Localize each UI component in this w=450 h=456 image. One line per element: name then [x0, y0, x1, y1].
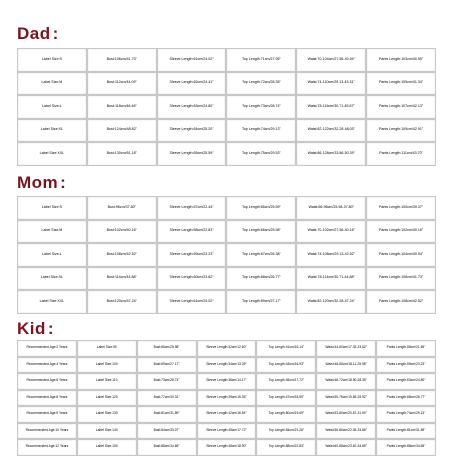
- mom-sleeve-length-cell: Sleeve Length:61cm/24.02": [157, 290, 227, 314]
- dad-top-length-cell: Top Length:75cm/29.53": [226, 142, 296, 166]
- dad-waist-cell: Waist:78-116cm/30.71-45.67": [296, 95, 366, 119]
- kid-pants-length-cell: Pants Length:63cm/24.80": [376, 373, 436, 390]
- kid-label-size-cell: Label Size:120: [77, 390, 137, 407]
- kid-label-size-cell: Label Size:90: [77, 340, 137, 357]
- table-row: [17, 243, 436, 267]
- dad-bust-cell: Bust:118cm/46.46": [87, 95, 157, 119]
- kid-bust-cell: Bust:84cm/33.07": [137, 423, 197, 440]
- mom-pants-length-cell: Pants Length:100cm/39.37": [366, 196, 436, 220]
- kid-pants-length-cell: Pants Length:68cm/26.77": [376, 390, 436, 407]
- mom-bust-cell: Bust:108cm/42.52": [87, 243, 157, 267]
- dad-bust-cell: Bust:130cm/51.18": [87, 142, 157, 166]
- table-row: [17, 357, 436, 374]
- dad-section-title: Dad :: [17, 24, 59, 43]
- mom-pants-length-cell: Pants Length:104cm/40.94": [366, 243, 436, 267]
- kid-waist-cell: Waist:44-60cm/17.32-23.62": [316, 340, 376, 357]
- dad-label-size-cell: Label Size:M: [17, 72, 87, 96]
- dad-pants-length-cell: Pants Length:111cm/43.70": [366, 142, 436, 166]
- dad-pants-length-cell: Pants Length:107cm/42.13": [366, 95, 436, 119]
- kid-pants-length-cell: Pants Length:74cm/29.13": [376, 406, 436, 423]
- kid-sleeve-length-cell: Sleeve Length:45cm/17.72": [197, 423, 257, 440]
- mom-waist-cell: Waist:74-108cm/29.13-42.52": [296, 243, 366, 267]
- kid-label-size-cell: Label Size:150: [77, 439, 137, 456]
- mom-top-length-cell: Top Length:67cm/26.38": [226, 243, 296, 267]
- dad-sleeve-length-cell: Sleeve Length:61cm/24.02": [157, 48, 227, 72]
- kid-waist-cell: Waist:48-72cm/18.90-28.35": [316, 373, 376, 390]
- kid-waist-cell: Waist:50-76cm/19.69-29.92": [316, 390, 376, 407]
- kid-bust-cell: Bust:88cm/34.65": [137, 439, 197, 456]
- mom-bust-cell: Bust:102cm/40.16": [87, 220, 157, 244]
- dad-pants-length-cell: Pants Length:109cm/42.91": [366, 119, 436, 143]
- kid-top-length-cell: Top Length:45cm/17.72": [256, 373, 316, 390]
- mom-bust-cell: Bust:114cm/44.88": [87, 267, 157, 291]
- table-row: [17, 119, 436, 143]
- mom-title-text: Mom: [17, 173, 59, 192]
- mom-pants-length-cell: Pants Length:108cm/42.52": [366, 290, 436, 314]
- mom-waist-cell: Waist:70-102cm/27.56-40.16": [296, 220, 366, 244]
- dad-title-text: Dad: [17, 24, 51, 43]
- dad-top-length-cell: Top Length:71cm/27.95": [226, 48, 296, 72]
- kid-pants-length-cell: Pants Length:55cm/21.65": [376, 340, 436, 357]
- dad-top-length-cell: Top Length:72cm/28.35": [226, 72, 296, 96]
- table-row: [17, 373, 436, 390]
- kid-label-size-cell: Label Size:110: [77, 373, 137, 390]
- table-row: [17, 95, 436, 119]
- kid-bust-cell: Bust:66cm/25.98": [137, 340, 197, 357]
- kid-recommended-age-cell: Recommended Age:9 Years: [17, 406, 77, 423]
- dad-bust-cell: Bust:112cm/44.09": [87, 72, 157, 96]
- kid-recommended-age-cell: Recommended Age:2 Years: [17, 340, 77, 357]
- table-row: [17, 390, 436, 407]
- kid-bust-cell: Bust:73cm/28.74": [137, 373, 197, 390]
- mom-top-length-cell: Top Length:68cm/26.77": [226, 267, 296, 291]
- kid-waist-cell: Waist:56-86cm/22.05-33.86": [316, 423, 376, 440]
- kid-waist-cell: Waist:53-80cm/20.87-31.50": [316, 406, 376, 423]
- dad-waist-cell: Waist:70-104cm/27.56-40.94": [296, 48, 366, 72]
- mom-section-title: Mom :: [17, 173, 67, 192]
- mom-label-size-cell: Label Size:S: [17, 196, 87, 220]
- dad-label-size-cell: Label Size:XL: [17, 119, 87, 143]
- dad-sleeve-length-cell: Sleeve Length:62cm/24.41": [157, 72, 227, 96]
- mom-bust-cell: Bust:96cm/37.80": [87, 196, 157, 220]
- mom-waist-cell: Waist:78-114cm/30.71-44.88": [296, 267, 366, 291]
- mom-bust-cell: Bust:120cm/47.24": [87, 290, 157, 314]
- mom-top-length-cell: Top Length:65cm/25.59": [226, 196, 296, 220]
- kid-top-length-cell: Top Length:41cm/16.14": [256, 340, 316, 357]
- table-row: [17, 220, 436, 244]
- mom-size-table: [17, 196, 436, 314]
- table-row: [17, 290, 436, 314]
- kid-sleeve-length-cell: Sleeve Length:42cm/16.54": [197, 406, 257, 423]
- kid-pants-length-cell: Pants Length:59cm/23.23": [376, 357, 436, 374]
- kid-top-length-cell: Top Length:43cm/16.93": [256, 357, 316, 374]
- kid-sleeve-length-cell: Sleeve Length:39cm/15.35": [197, 390, 257, 407]
- mom-label-size-cell: Label Size:XXL: [17, 290, 87, 314]
- kid-section-title: Kid :: [17, 319, 55, 338]
- dad-label-size-cell: Label Size:XXL: [17, 142, 87, 166]
- dad-sleeve-length-cell: Sleeve Length:65cm/25.59": [157, 142, 227, 166]
- dad-pants-length-cell: Pants Length:105cm/41.34": [366, 72, 436, 96]
- table-row: [17, 142, 436, 166]
- dad-bust-cell: Bust:124cm/48.82": [87, 119, 157, 143]
- table-row: [17, 406, 436, 423]
- dad-label-size-cell: Label Size:L: [17, 95, 87, 119]
- mom-sleeve-length-cell: Sleeve Length:60cm/23.62": [157, 267, 227, 291]
- mom-pants-length-cell: Pants Length:106cm/41.73": [366, 267, 436, 291]
- kid-top-length-cell: Top Length:58cm/22.83": [256, 439, 316, 456]
- dad-bust-cell: Bust:106cm/41.73": [87, 48, 157, 72]
- kid-size-table: [17, 340, 436, 456]
- table-row: [17, 267, 436, 291]
- dad-waist-cell: Waist:86-128cm/33.86-50.39": [296, 142, 366, 166]
- dad-sleeve-length-cell: Sleeve Length:63cm/24.80": [157, 95, 227, 119]
- kid-pants-length-cell: Pants Length:81cm/31.89": [376, 423, 436, 440]
- dad-label-size-cell: Label Size:S: [17, 48, 87, 72]
- dad-waist-cell: Waist:82-122cm/32.28-48.03": [296, 119, 366, 143]
- kid-sleeve-length-cell: Sleeve Length:34cm/13.39": [197, 357, 257, 374]
- dad-sleeve-length-cell: Sleeve Length:64cm/25.20": [157, 119, 227, 143]
- mom-sleeve-length-cell: Sleeve Length:57cm/22.44": [157, 196, 227, 220]
- kid-top-length-cell: Top Length:54cm/21.26": [256, 423, 316, 440]
- kid-recommended-age-cell: Recommended Age:12 Years: [17, 439, 77, 456]
- dad-pants-length-cell: Pants Length:103cm/40.55": [366, 48, 436, 72]
- kid-label-size-cell: Label Size:140: [77, 423, 137, 440]
- table-row: [17, 340, 436, 357]
- mom-top-length-cell: Top Length:69cm/27.17": [226, 290, 296, 314]
- kid-top-length-cell: Top Length:50cm/19.69": [256, 406, 316, 423]
- kid-waist-cell: Waist:60-88cm/23.62-34.65": [316, 439, 376, 456]
- mom-sleeve-length-cell: Sleeve Length:59cm/23.23": [157, 243, 227, 267]
- kid-bust-cell: Bust:77cm/30.31": [137, 390, 197, 407]
- kid-waist-cell: Waist:46-66cm/18.11-25.98": [316, 357, 376, 374]
- kid-recommended-age-cell: Recommended Age:6 Years: [17, 373, 77, 390]
- kid-recommended-age-cell: Recommended Age:10 Years: [17, 423, 77, 440]
- kid-title-text: Kid: [17, 319, 46, 338]
- dad-waist-cell: Waist:74-110cm/29.13-43.31": [296, 72, 366, 96]
- dad-top-length-cell: Top Length:73cm/28.74": [226, 95, 296, 119]
- kid-recommended-age-cell: Recommended Age:8 Years: [17, 390, 77, 407]
- table-row: [17, 48, 436, 72]
- mom-waist-cell: Waist:82-120cm/32.28-47.24": [296, 290, 366, 314]
- mom-pants-length-cell: Pants Length:102cm/40.16": [366, 220, 436, 244]
- mom-waist-cell: Waist:66-96cm/25.98-37.80": [296, 196, 366, 220]
- kid-label-size-cell: Label Size:100: [77, 357, 137, 374]
- kid-label-size-cell: Label Size:130: [77, 406, 137, 423]
- table-row: [17, 439, 436, 456]
- table-row: [17, 423, 436, 440]
- kid-top-length-cell: Top Length:47cm/18.50": [256, 390, 316, 407]
- kid-recommended-age-cell: Recommended Age:4 Years: [17, 357, 77, 374]
- kid-bust-cell: Bust:81cm/31.89": [137, 406, 197, 423]
- table-row: [17, 72, 436, 96]
- kid-sleeve-length-cell: Sleeve Length:36cm/14.17": [197, 373, 257, 390]
- table-row: [17, 196, 436, 220]
- mom-label-size-cell: Label Size:L: [17, 243, 87, 267]
- mom-top-length-cell: Top Length:66cm/25.98": [226, 220, 296, 244]
- kid-pants-length-cell: Pants Length:88cm/34.65": [376, 439, 436, 456]
- kid-bust-cell: Bust:69cm/27.17": [137, 357, 197, 374]
- dad-top-length-cell: Top Length:74cm/29.13": [226, 119, 296, 143]
- mom-sleeve-length-cell: Sleeve Length:58cm/22.83": [157, 220, 227, 244]
- mom-label-size-cell: Label Size:M: [17, 220, 87, 244]
- kid-sleeve-length-cell: Sleeve Length:48cm/18.90": [197, 439, 257, 456]
- kid-sleeve-length-cell: Sleeve Length:32cm/12.60": [197, 340, 257, 357]
- dad-size-table: [17, 48, 436, 166]
- mom-label-size-cell: Label Size:XL: [17, 267, 87, 291]
